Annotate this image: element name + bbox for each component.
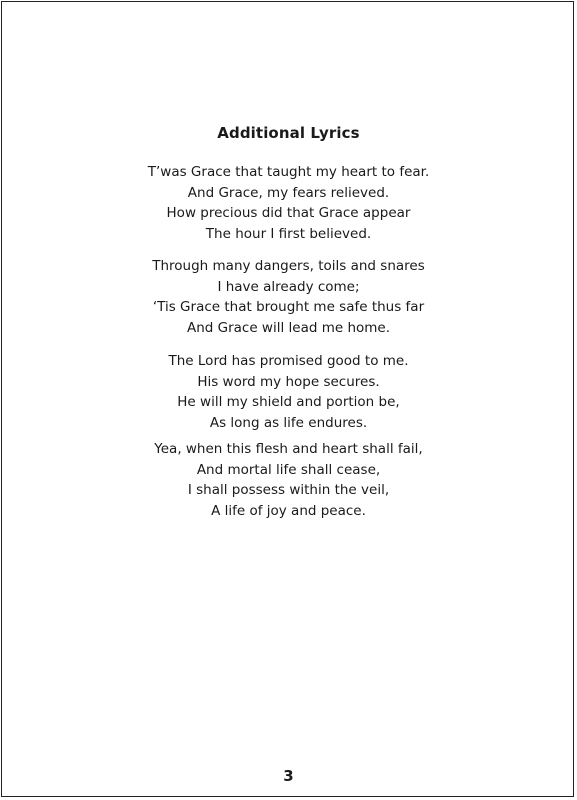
lyric-line: I shall possess within the veil,: [187, 482, 390, 498]
lyric-line: He will my shield and portion be,: [177, 394, 400, 410]
lyric-line: And Grace will lead me home.: [186, 319, 391, 336]
lyric-line: The hour I first believed.: [205, 225, 372, 242]
lyric-line: ‘Tis Grace that brought me safe thus far: [152, 299, 425, 315]
stanza-2: [0, 256, 577, 338]
lyric-line: Yea, when this flesh and heart shall fail,: [154, 441, 423, 457]
lyrics-heading: Additional Lyrics: [217, 124, 360, 142]
lyric-line: How precious did that Grace appear: [166, 205, 411, 221]
stanza-3: [0, 351, 577, 433]
lyric-line: Through many dangers, toils and snares: [152, 258, 425, 274]
lyric-line: And Grace, my fears relieved.: [187, 184, 390, 201]
page-number: 3: [283, 767, 294, 785]
lyric-line: As long as life endures.: [209, 414, 368, 431]
lyric-line: His word my hope secures.: [197, 373, 380, 390]
lyric-line: I have already come;: [217, 278, 360, 295]
lyric-line: T’was Grace that taught my heart to fear.: [147, 164, 430, 180]
stanza-1: [0, 162, 577, 244]
lyric-line: The Lord has promised good to me.: [168, 353, 409, 369]
stanza-4: [0, 439, 577, 521]
lyric-line: And mortal life shall cease,: [196, 461, 381, 478]
lyric-line: A life of joy and peace.: [211, 502, 366, 519]
